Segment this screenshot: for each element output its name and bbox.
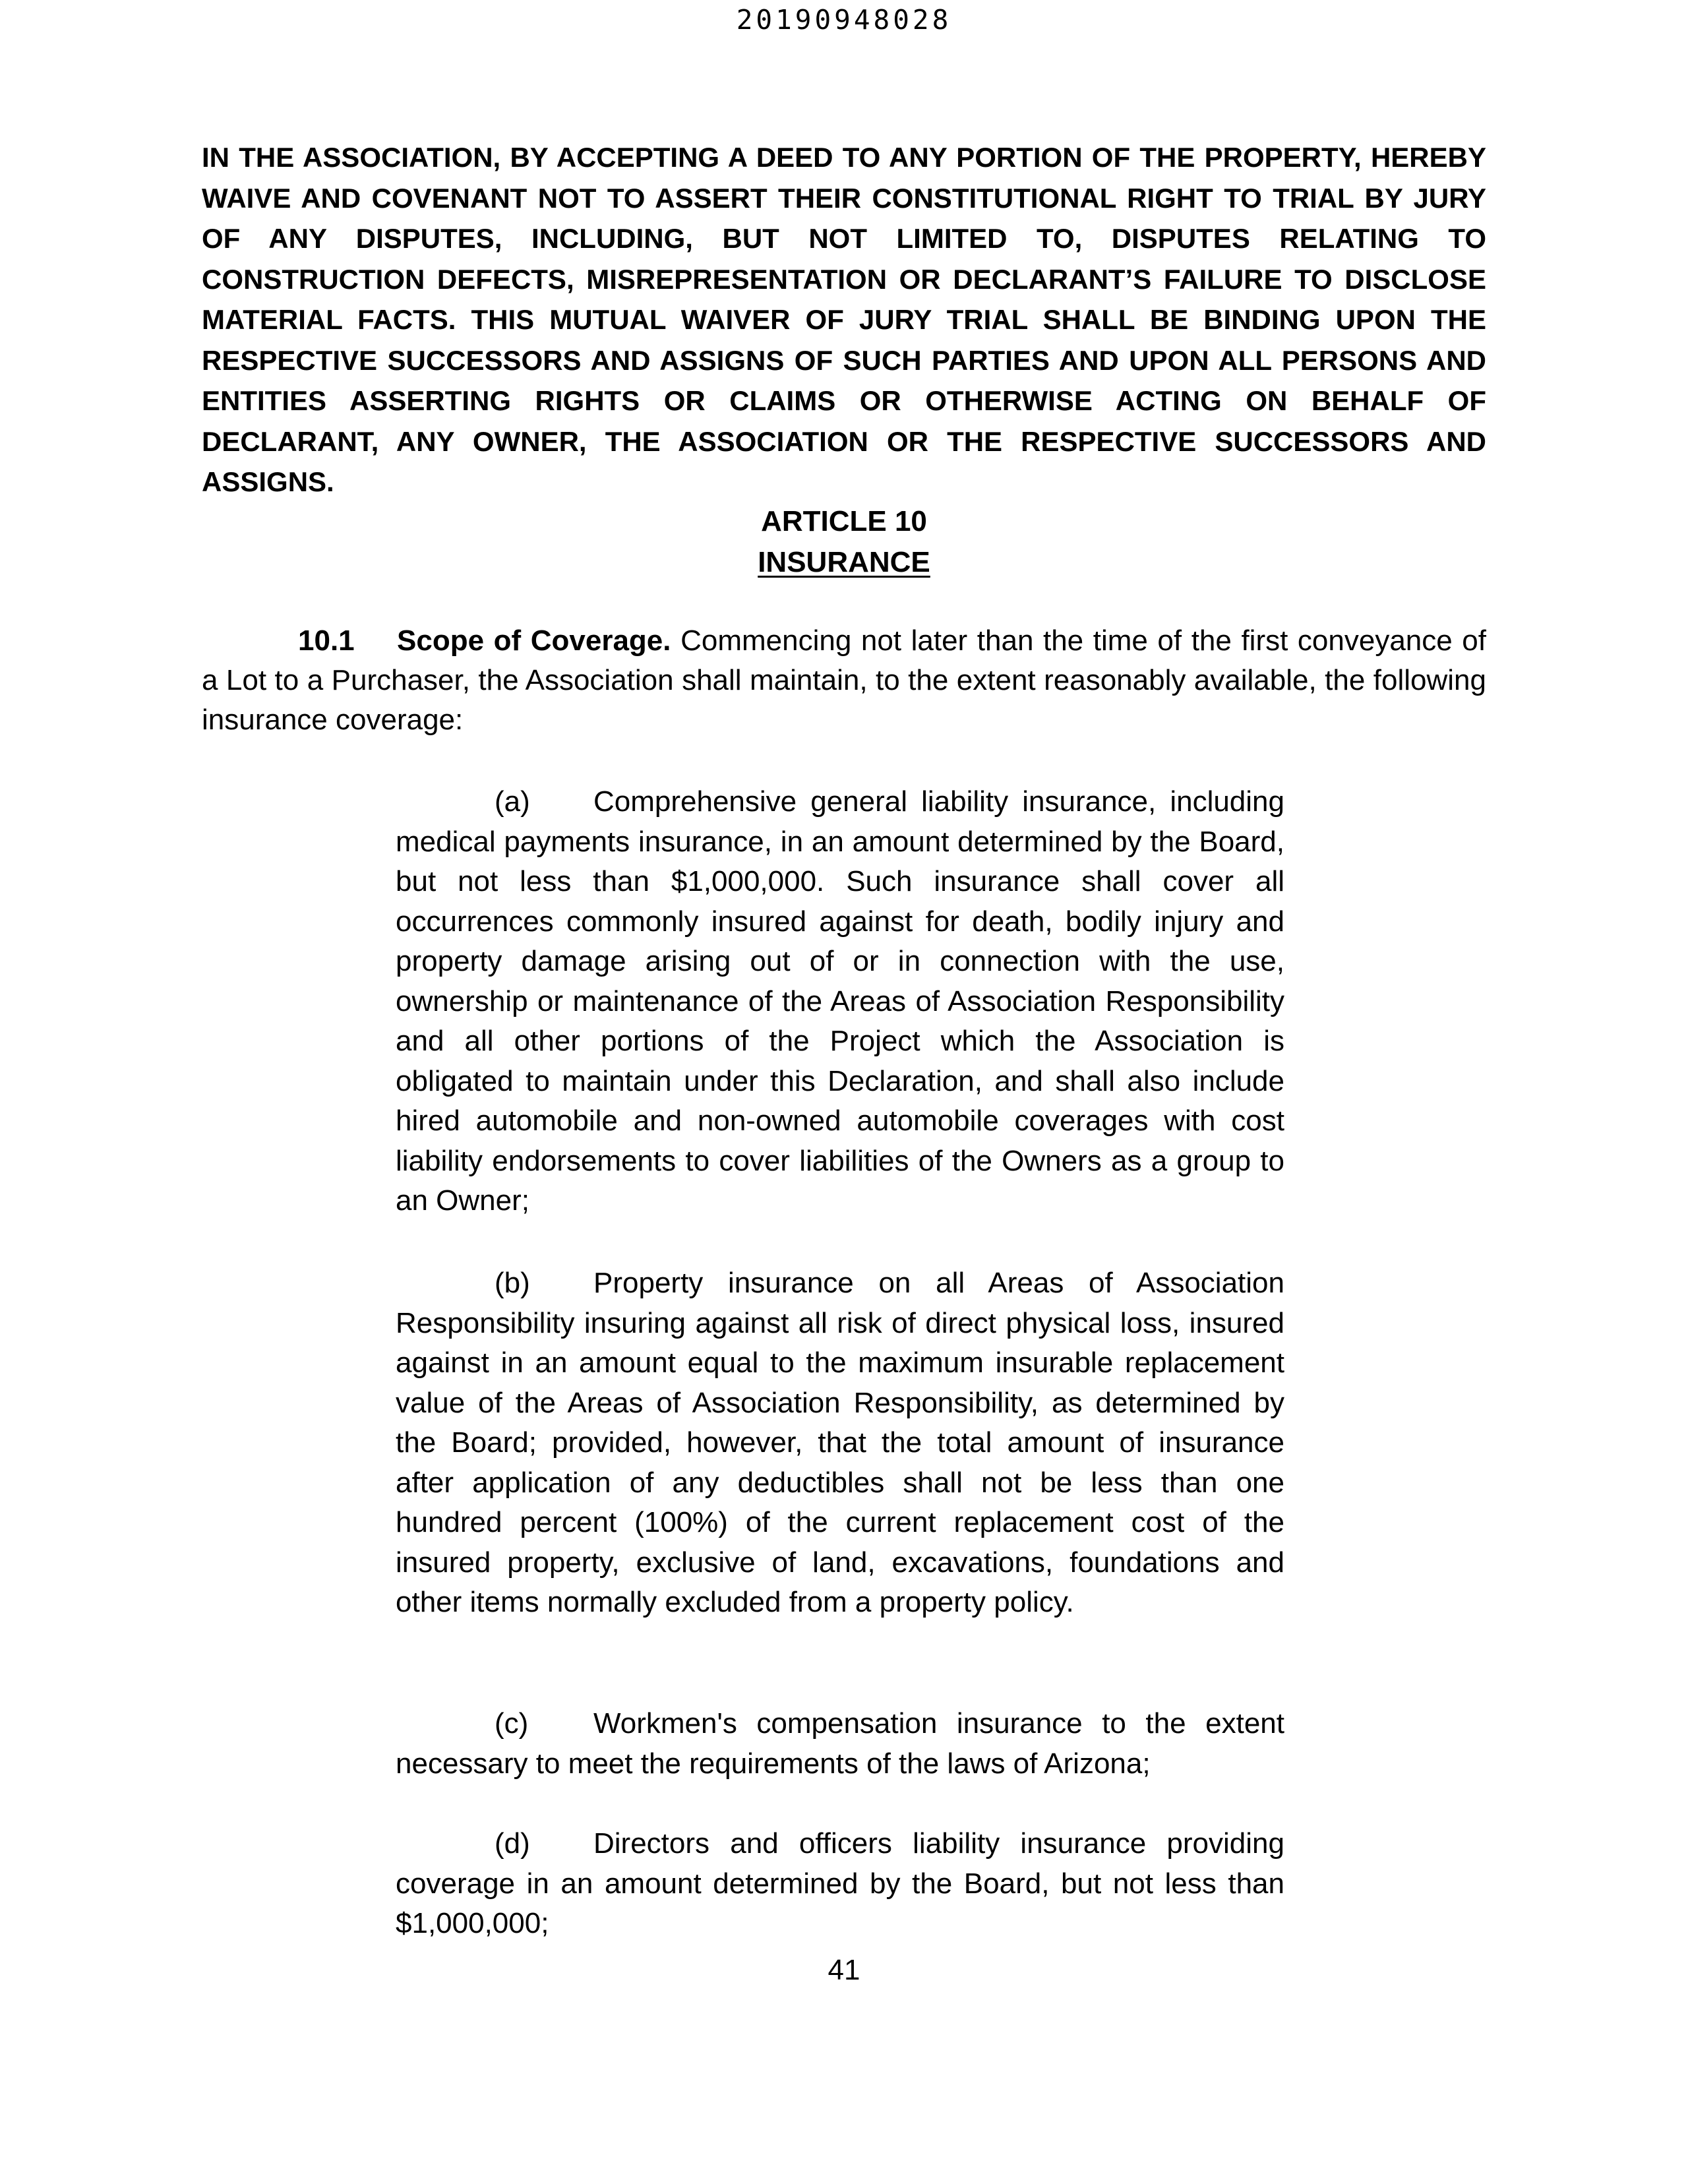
article-number: ARTICLE 10	[761, 505, 927, 537]
subsection-b	[396, 1263, 1284, 1623]
article-title: INSURANCE	[758, 546, 930, 578]
subsection-c	[396, 1704, 1284, 1784]
subsection-letter: (b)	[495, 1267, 530, 1299]
subsection-text: Comprehensive general liability insurance, including medical payments insurance, in an amount determined by the Board, but not less than $1,000,000. Such insurance shall cover all occurrences commonly insured against for death, bodily injury and property damage arising out of or in connection with the use, ownership or maintenance of the Areas of Association Responsibility and all other portions of the Project which the Association is obligated to maintain under this Declaration, and shall also include hired automobile and non-owned automobile coverages with cost liability endorsements to cover liabilities of the Owners as a group to an Owner;	[396, 785, 1284, 1217]
section-10-1-paragraph	[202, 621, 1486, 740]
section-title: Scope of Coverage.	[397, 624, 671, 657]
subsection-text: Workmen's compensation insurance to the extent necessary to meet the requirements of the laws of Arizona;	[396, 1707, 1284, 1780]
section-number: 10.1	[298, 624, 355, 657]
section-body: Commencing not later than the time of the first conveyance of a Lot to a Purchaser, the Association shall maintain, to the extent reasonably available, the following insurance coverage:	[202, 624, 1486, 736]
subsection-letter: (d)	[495, 1827, 530, 1860]
page-number: 41	[828, 1954, 860, 1986]
subsection-text: Property insurance on all Areas of Association Responsibility insuring against all risk of direct physical loss, insured against in an amount equal to the maximum insurable replacement value of the Areas of Association Responsibility, as determined by the Board; provided, however, that the total amount of insurance after application of any deductibles shall not be less than one hundred percent (100%) of the current replacement cost of the insured property, exclusive of land, excavations, foundations and other items normally excluded from a property policy.	[396, 1267, 1284, 1618]
subsection-letter: (c)	[495, 1707, 529, 1740]
subsection-text: Directors and officers liability insurance providing coverage in an amount determined by the Board, but not less than $1,000,000;	[396, 1827, 1284, 1939]
subsection-a	[396, 782, 1284, 1221]
article-heading	[0, 501, 1688, 583]
recording-number: 20190948028	[736, 4, 952, 36]
subsection-d	[396, 1824, 1284, 1944]
jury-waiver-paragraph: IN THE ASSOCIATION, BY ACCEPTING A DEED TO ANY PORTION OF THE PROPERTY, HEREBY WAIVE AND COVENANT NOT TO ASSERT THEIR CONSTITUTIONAL RIGHT TO TRIAL BY JURY OF ANY DISPUTES, INCLUDING, BUT NOT LIMITED TO, DISPUTES RELATING TO CONSTRUCTION DEFECTS, MISREPRESENTATION OR DECLARANT’S FAILURE TO DISCLOSE MATERIAL FACTS. THIS MUTUAL WAIVER OF JURY TRIAL SHALL BE BINDING UPON THE RESPECTIVE SUCCESSORS AND ASSIGNS OF SUCH PARTIES AND UPON ALL PERSONS AND ENTITIES ASSERTING RIGHTS OR CLAIMS OR OTHERWISE ACTING ON BEHALF OF DECLARANT, ANY OWNER, THE ASSOCIATION OR THE RESPECTIVE SUCCESSORS AND ASSIGNS.	[202, 142, 1486, 497]
subsection-letter: (a)	[495, 785, 530, 818]
